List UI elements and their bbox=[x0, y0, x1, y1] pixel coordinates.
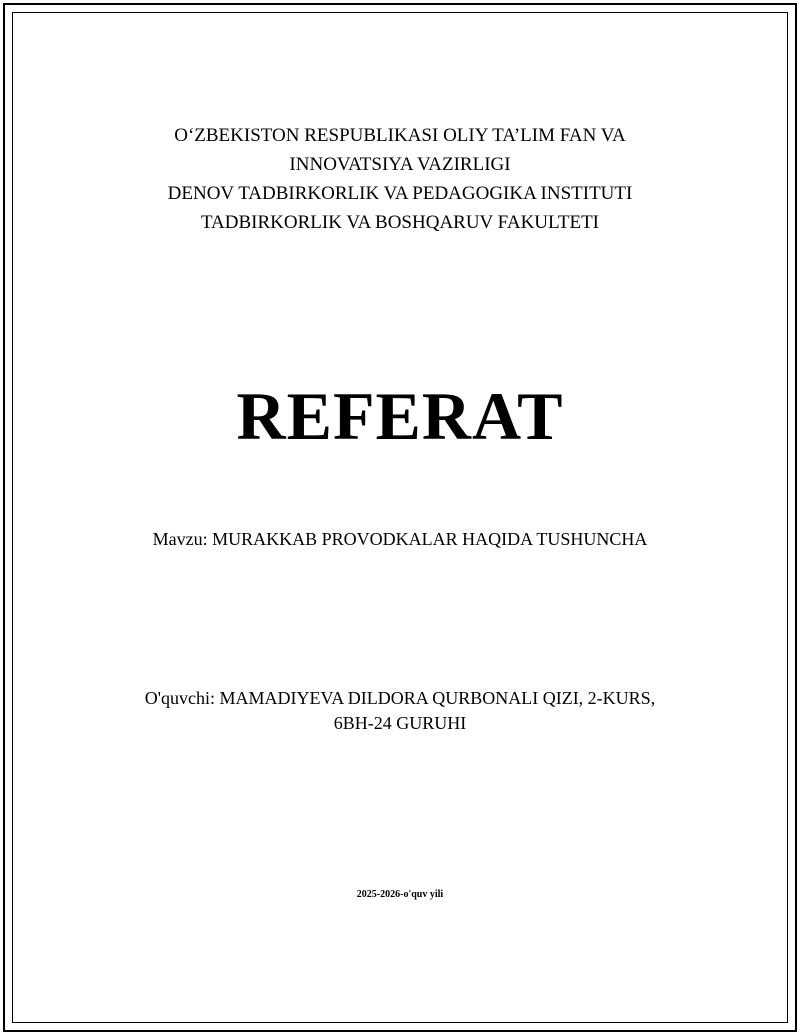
student-line-group: 6BH-24 GURUHI bbox=[333, 713, 467, 733]
header-line-ministry-1: O‘ZBEKISTON RESPUBLIKASI OLIY TA’LIM FAN VA bbox=[174, 125, 626, 146]
academic-year: 2025-2026-o'quv yili bbox=[356, 889, 444, 900]
document-title: REFERAT bbox=[236, 378, 564, 454]
header-line-faculty: TADBIRKORLIK VA BOSHQARUV FAKULTETI bbox=[200, 212, 600, 233]
institution-header bbox=[0, 121, 800, 237]
student-info bbox=[0, 686, 800, 736]
header-line-institute: DENOV TADBIRKORLIK VA PEDAGOGIKA INSTITUTI bbox=[167, 183, 633, 204]
topic-line: Mavzu: MURAKKAB PROVODKALAR HAQIDA TUSHUNCHA bbox=[152, 529, 648, 549]
header-line-ministry-2: INNOVATSIYA VAZIRLIGI bbox=[289, 154, 511, 175]
student-line-name: O'quvchi: MAMADIYEVA DILDORA QURBONALI QIZI, 2-KURS, bbox=[144, 688, 656, 708]
